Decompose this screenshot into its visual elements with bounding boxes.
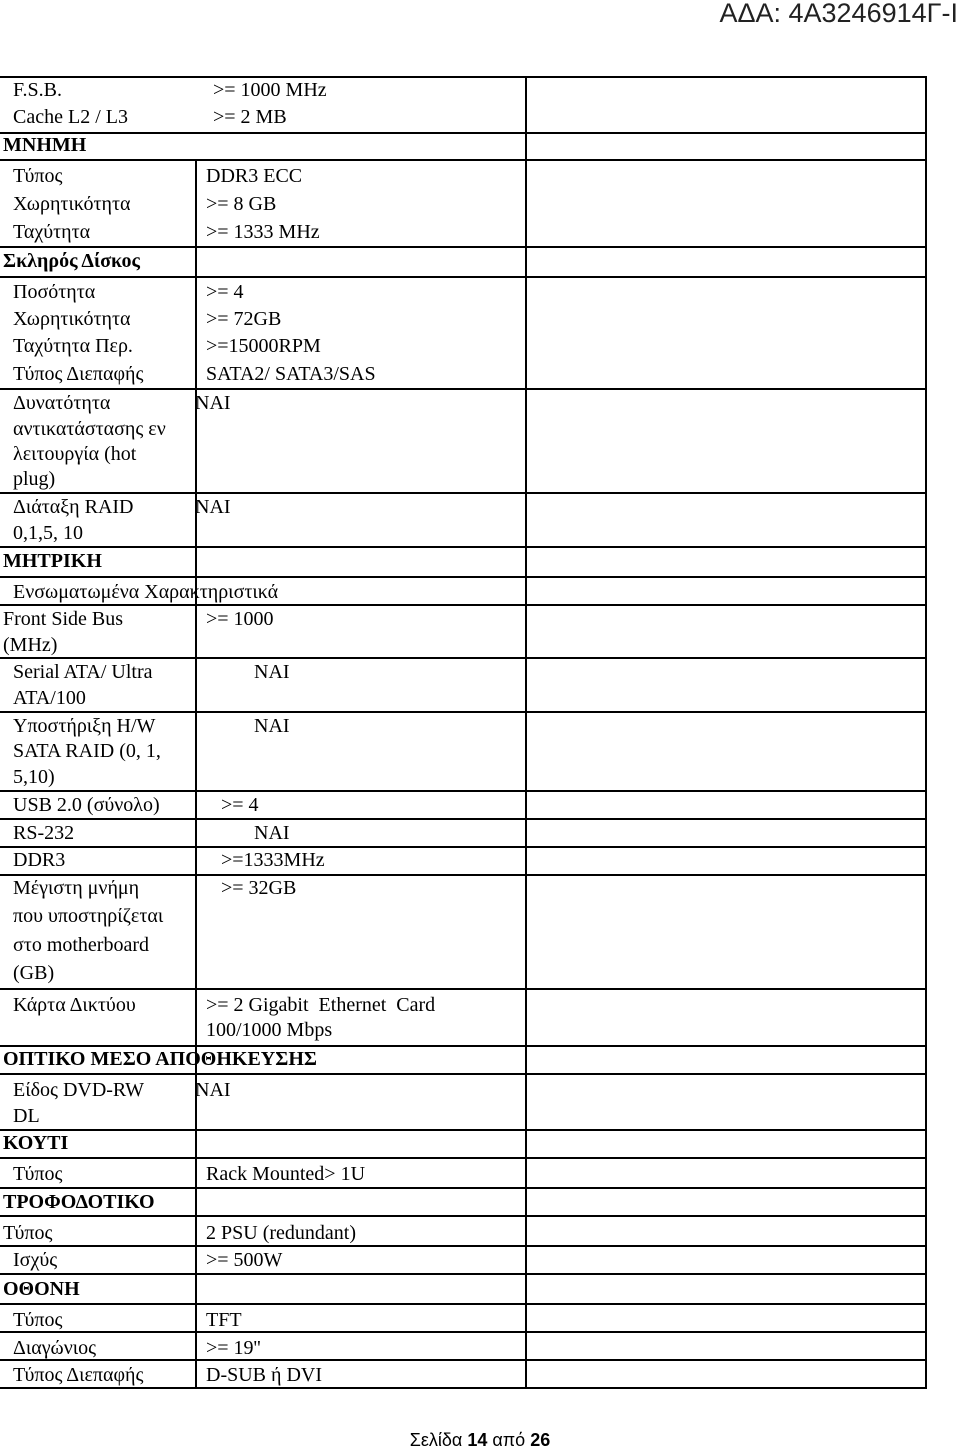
memory-capacity-value: >= 8 GB [206,193,277,215]
mb-nic-label: Κάρτα Δικτύου [13,994,136,1016]
table-right-divider [525,76,527,1389]
section-optical: ΟΠΤΙΚΟ ΜΕΣΟ ΑΠΟΘΗΚΕΥΣΗΣ [3,1048,317,1070]
mb-maxmem-label-line: που υποστηρίζεται [13,905,164,927]
mb-raid-value: ΝΑΙ [254,715,290,737]
monitor-interface-label: Τύπος Διεπαφής [13,1364,144,1386]
section-psu: ΤΡΟΦΟΔΟΤΙΚΟ [3,1191,155,1213]
row-divider [0,388,927,390]
hdd-interface-value: SATA2/ SATA3/SAS [206,363,376,385]
hdd-hotplug-label-line: αντικατάστασης εν [13,418,166,440]
hdd-rpm-label: Ταχύτητα Περ. [13,335,133,357]
hdd-raid-value: ΝΑΙ [195,496,231,518]
hdd-raid-label-line: Διάταξη RAID [13,496,134,518]
mb-sata-label-line: Serial ATA/ Ultra [13,661,153,683]
monitor-diagonal-value: >= 19'' [206,1337,261,1359]
row-divider [0,1303,927,1305]
hdd-hotplug-value: ΝΑΙ [195,392,231,414]
hdd-interface-label: Τύπος Διεπαφής [13,363,144,385]
column-divider [195,159,197,1388]
psu-type-label: Τύπος [3,1222,53,1244]
memory-speed-value: >= 1333 MHz [206,221,320,243]
case-type-label: Τύπος [13,1163,63,1185]
motherboard-subsection: Ενσωματωμένα Χαρακτηριστικά [13,581,279,603]
memory-capacity-label: Χωρητικότητα [13,193,131,215]
footer-total-pages: 26 [530,1430,551,1450]
row-divider [0,1073,927,1075]
mb-ddr3-value: >=1333MHz [221,849,325,871]
mb-maxmem-value: >= 32GB [221,877,297,899]
section-hdd: Σκληρός Δίσκος [3,250,140,272]
mb-maxmem-label-line: (GB) [13,962,55,984]
mb-raid-label-line: Υποστήριξη H/W [13,715,156,737]
footer-prefix: Σελίδα [409,1430,468,1450]
row-divider [0,818,927,820]
psu-power-label: Ισχύς [13,1249,58,1271]
row-divider [0,1273,927,1275]
monitor-type-label: Τύπος [13,1309,63,1331]
page-footer [0,1430,960,1451]
memory-type-value: DDR3 ECC [206,165,303,187]
mb-nic-value-line: 100/1000 Mbps [206,1019,333,1041]
optical-dvd-label-line: Είδος DVD-RW [13,1079,145,1101]
hdd-quantity-value: >= 4 [206,281,244,303]
mb-raid-label-line: SATA RAID (0, 1, [13,740,161,762]
row-divider [0,576,927,578]
section-monitor: ΟΘΟΝΗ [3,1278,80,1300]
mb-rs232-label: RS-232 [13,822,75,844]
row-divider [0,492,927,494]
hdd-capacity-label: Χωρητικότητα [13,308,131,330]
mb-ddr3-label: DDR3 [13,849,66,871]
row-divider [0,1245,927,1247]
hdd-capacity-value: >= 72GB [206,308,282,330]
psu-type-value: 2 PSU (redundant) [206,1222,356,1244]
mb-sata-value: ΝΑΙ [254,661,290,683]
mb-sata-label-line: ATA/100 [13,687,86,709]
hdd-hotplug-label-line: λειτουργία (hot [13,443,137,465]
mb-raid-label-line: 5,10) [13,766,55,788]
row-divider [0,1331,927,1333]
memory-type-label: Τύπος [13,165,63,187]
footer-middle: από [487,1430,531,1450]
mb-maxmem-label-line: Μέγιστη μνήμη [13,877,140,899]
monitor-interface-value: D-SUB ή DVI [206,1364,323,1386]
cache-label: Cache L2 / L3 [13,106,128,128]
row-divider [0,1157,927,1159]
footer-page-number: 14 [467,1430,488,1450]
hdd-rpm-value: >=15000RPM [206,335,321,357]
mb-fsb-value: >= 1000 [206,608,274,630]
row-divider [0,276,927,278]
mb-usb-label: USB 2.0 (σύνολο) [13,794,160,816]
mb-nic-value-line: >= 2 Gigabit Ethernet Card [206,994,436,1016]
fsb-label: F.S.B. [13,79,62,101]
row-divider [0,988,927,990]
row-divider [0,132,927,134]
section-memory: ΜΝΗΜΗ [3,134,87,156]
hdd-quantity-label: Ποσότητα [13,281,96,303]
row-divider [0,546,927,548]
hdd-raid-label-line: 0,1,5, 10 [13,522,83,544]
monitor-type-value: TFT [206,1309,242,1331]
hdd-hotplug-label-line: plug) [13,468,56,490]
fsb-value: >= 1000 MHz [213,79,327,101]
hdd-hotplug-label-line: Δυνατότητα [13,392,111,414]
row-divider [0,846,927,848]
ada-code: ΑΔΑ: 4Α3246914Γ-Ι [719,0,958,28]
memory-speed-label: Ταχύτητα [13,221,91,243]
row-divider [0,159,927,161]
mb-usb-value: >= 4 [221,794,259,816]
row-divider [0,1215,927,1217]
optical-dvd-label-line: DL [13,1105,40,1127]
mb-rs232-value: ΝΑΙ [254,822,290,844]
mb-fsb-label-line: (MHz) [3,634,58,656]
row-divider [0,1359,927,1361]
row-divider [0,1129,927,1131]
case-type-value: Rack Mounted> 1U [206,1163,366,1185]
mb-fsb-label-line: Front Side Bus [3,608,124,630]
section-case: ΚΟΥΤΙ [3,1132,69,1154]
mb-maxmem-label-line: στο motherboard [13,934,150,956]
optical-dvd-value: ΝΑΙ [195,1079,231,1101]
psu-power-value: >= 500W [206,1249,283,1271]
cache-value: >= 2 MB [213,106,287,128]
section-motherboard: ΜΗΤΡΙΚΗ [3,550,102,572]
monitor-diagonal-label: Διαγώνιος [13,1337,97,1359]
